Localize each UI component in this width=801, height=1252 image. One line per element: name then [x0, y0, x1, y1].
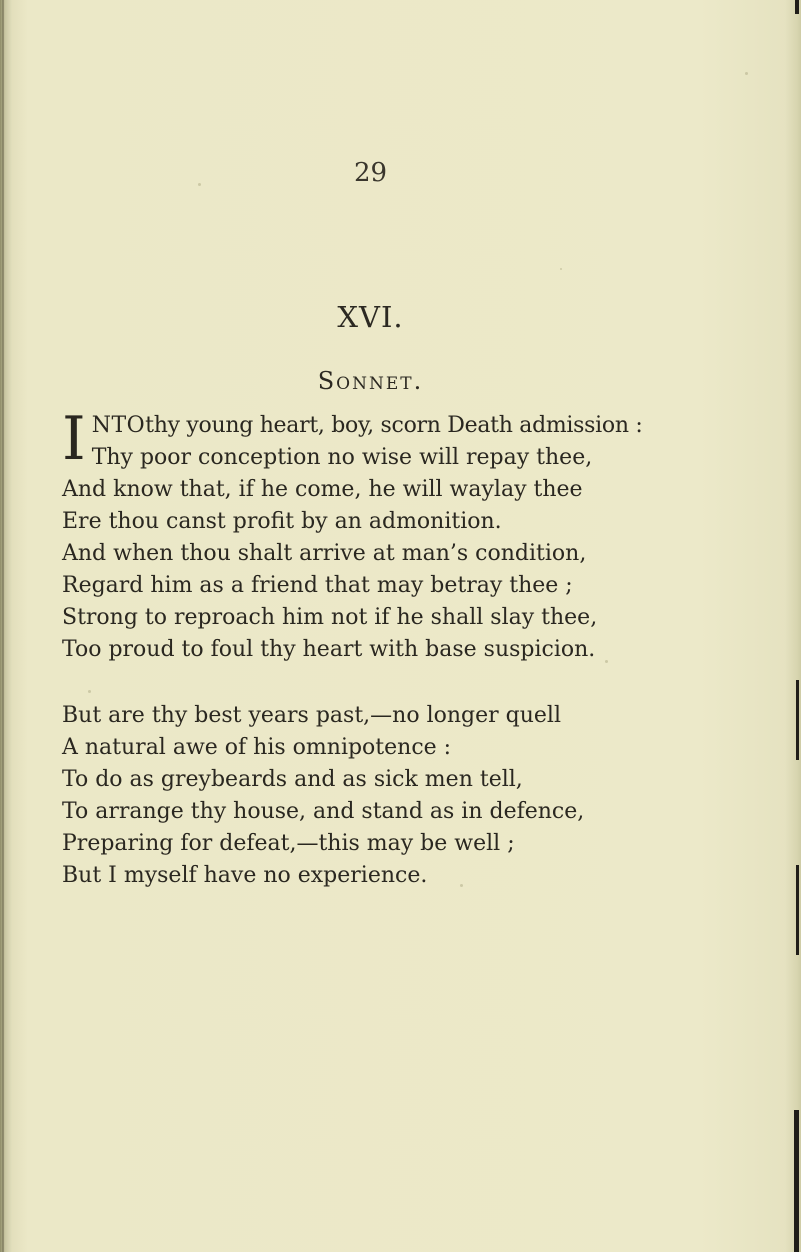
paper-speck: [560, 268, 562, 270]
stanza-break: [62, 666, 752, 700]
section-numeral: XVI.: [337, 300, 404, 334]
page-right-edge: [785, 0, 801, 1252]
sestet-stanza: [62, 700, 752, 892]
poem-line: And when thou shalt arrive at man’s condition,: [62, 541, 587, 566]
page-edge-mark: [796, 865, 799, 955]
poem-line: Preparing for defeat,—this may be well ;: [62, 831, 515, 856]
page-edge-mark: [794, 1110, 799, 1252]
poem-line: Strong to reproach him not if he shall slay thee,: [62, 605, 598, 630]
poem-line: To do as greybeards and as sick men tell,: [62, 767, 523, 792]
poem-line: Thy poor conception no wise will repay thee,: [91, 445, 593, 470]
drop-cap: I: [62, 404, 86, 474]
sonnet-poem: [62, 404, 752, 892]
poem-line: [62, 410, 752, 442]
poem-line: But are thy best years past,—no longer quell: [62, 703, 561, 728]
poem-line: A natural awe of his omnipotence :: [62, 735, 452, 760]
poem-line: Regard him as a friend that may betray thee ;: [62, 573, 573, 598]
page-edge-mark: [795, 0, 799, 14]
page-number: 29: [353, 158, 388, 188]
poem-line: But I myself have no experience.: [62, 863, 428, 888]
poem-line: And know that, if he come, he will waylay thee: [62, 477, 583, 502]
first-line-caps: NTO: [91, 413, 146, 438]
paper-speck: [745, 72, 748, 75]
poem-line: To arrange thy house, and stand as in defence,: [62, 799, 585, 824]
first-line-text: thy young heart, boy, scorn Death admission :: [145, 413, 643, 438]
poem-line: Ere thou canst profit by an admonition.: [62, 509, 502, 534]
page-edge-mark: [796, 680, 799, 760]
poem-line: Too proud to foul thy heart with base suspicion.: [62, 637, 596, 662]
sonnet-title: Sonnet.: [317, 367, 424, 395]
octave-stanza: [62, 404, 752, 666]
